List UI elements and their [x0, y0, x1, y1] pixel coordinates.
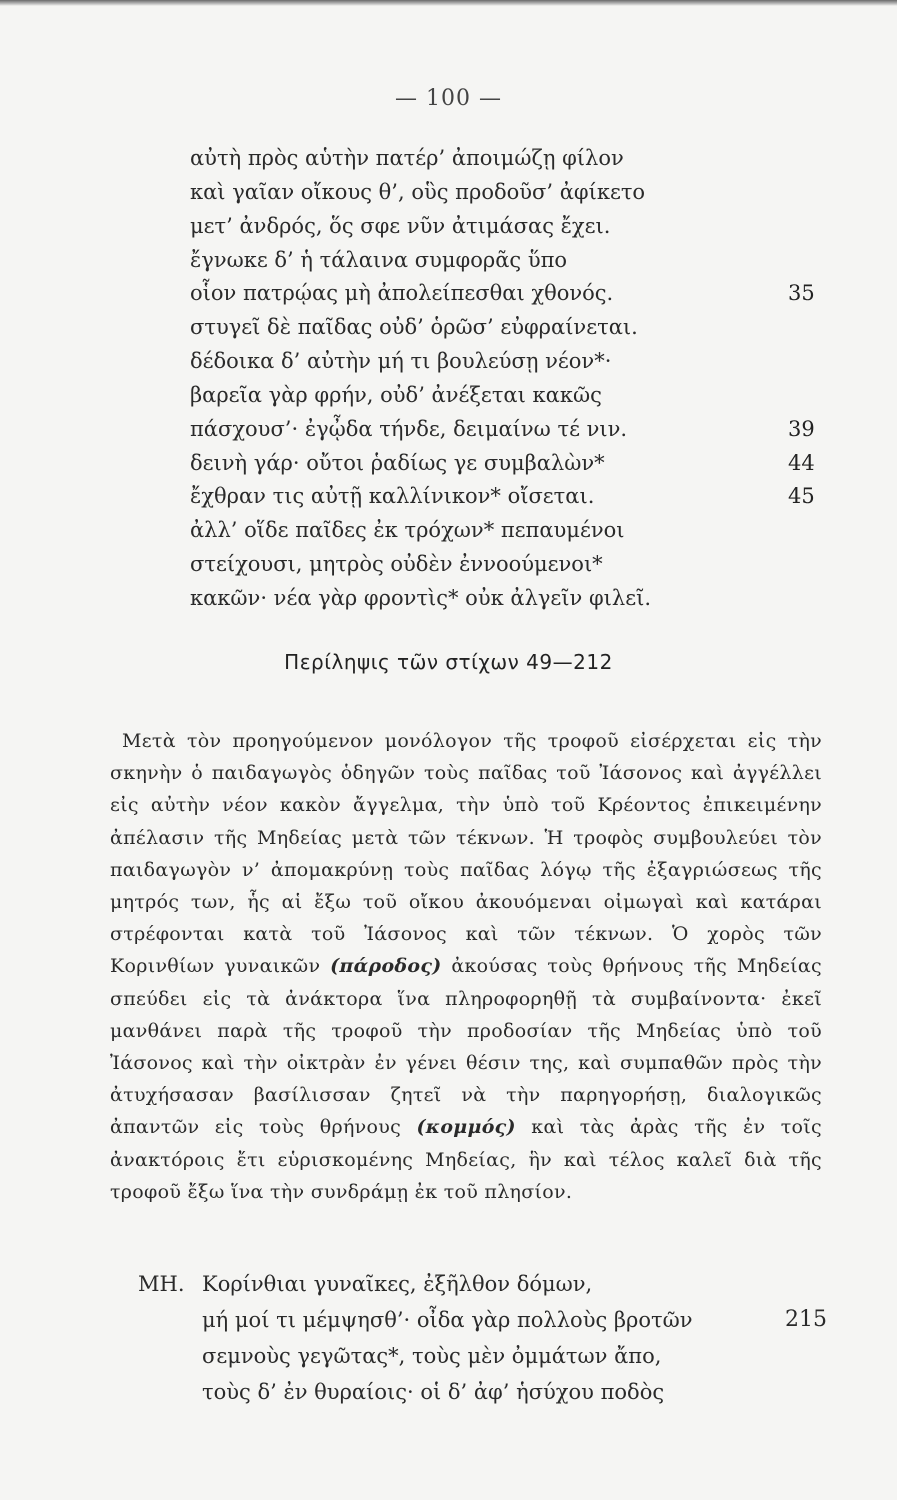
verse-line [190, 582, 830, 616]
verse-line [190, 142, 830, 176]
verse-line [190, 447, 830, 481]
dialogue-text: σεμνοὺς γεγῶτας*, τοὺς μὲν ὀμμάτων ἄπο, [202, 1344, 662, 1368]
dialogue-line [138, 1266, 838, 1302]
verse-text: δέδοικα δ’ αὐτὴν μή τι βουλεύσῃ νέον*· [190, 349, 612, 374]
line-number: 45 [788, 484, 815, 509]
verse-text: δεινὴ γάρ· οὔτοι ῥαδίως γε συμβαλὼν* [190, 450, 605, 475]
verse-text: στυγεῖ δὲ παῖδας οὐδ’ ὁρῶσ’ εὐφραίνεται. [190, 315, 638, 340]
verse-line [190, 345, 830, 379]
line-number: 35 [788, 281, 815, 306]
verse-line [190, 379, 830, 413]
summary-heading: Περίληψις τῶν στίχων 49—212 [284, 650, 613, 674]
page-number: — 100 — [395, 86, 502, 111]
verse-text: οἷον πατρῴας μὴ ἀπολείπεσθαι χθονός. [190, 281, 614, 306]
dialogue-text: τοὺς δ’ ἐν θυραίοις· οἱ δ’ ἀφ’ ἡσύχου ποδὸς [202, 1380, 665, 1404]
summary-paragraph [110, 725, 822, 1208]
kommos-term: (κομμός) [416, 1116, 516, 1139]
summary-text-part1: Μετὰ τὸν προηγούμενον μονόλογον τῆς τροφοῦ εἰσέρχεται εἰς τὴν σκηνὴν ὁ παιδαγωγὸς ὁδηγῶν τοὺς παῖδας τοῦ Ἰάσονος καὶ ἀγγέλλει εἰς αὐτὴν νέον κακὸν ἄγγελμα, τὴν ὑπὸ τοῦ Κρέοντος ἐπικειμένην ἀπέλασιν τῆς Μηδείας μετὰ τῶν τέκνων. Ἡ τροφὸς συμβουλεύει τὸν παιδαγωγὸν ν’ ἀπομακρύνῃ τοὺς παῖδας λόγῳ τῆς ἐξαγριώσεως τῆς μητρός των, ἧς αἱ ἔξω τοῦ οἴκου ἀκουόμεναι οἰμωγαὶ καὶ κατάραι στρέφονται κατὰ τοῦ Ἰάσονος καὶ τῶν τέκνων. Ὁ χορὸς τῶν Κορινθίων γυναικῶν [110, 730, 822, 978]
verse-text: βαρεῖα γὰρ φρήν, οὐδ’ ἀνέξεται κακῶς [190, 382, 602, 407]
dialogue-line [138, 1374, 838, 1410]
verse-line [190, 277, 830, 311]
summary-text-part2: ἀκούσας τοὺς θρήνους τῆς Μηδείας σπεύδει εἰς τὰ ἀνάκτορα ἵνα πληροφορηθῇ τὰ συμβαίνοντα· ἐκεῖ μανθάνει παρὰ τῆς τροφοῦ τὴν προδοσίαν τῆς Μηδείας ὑπὸ τοῦ Ἰάσονος καὶ τὴν οἰκτρὰν ἐν γένει θέσιν της, καὶ συμπαθῶν πρὸς τὴν ἀτυχήσασαν βασίλισσαν ζητεῖ νὰ τὴν παρηγορήσῃ, διαλογικῶς ἀπαντῶν εἰς τοὺς θρήνους [110, 955, 822, 1139]
verse-line [190, 514, 830, 548]
dialogue-block [138, 1266, 838, 1410]
verse-text: κακῶν· νέα γὰρ φροντὶς* οὐκ ἀλγεῖν φιλεῖ. [190, 585, 652, 610]
verse-line [190, 210, 830, 244]
verse-text: ἔγνωκε δ’ ἡ τάλαινα συμφορᾶς ὕπο [190, 247, 568, 272]
line-number: 39 [788, 416, 815, 441]
verse-block [190, 142, 830, 616]
verse-text: αὐτὴ πρὸς αὑτὴν πατέρ’ ἀποιμώζῃ φίλον [190, 146, 624, 170]
verse-text: ἔχθραν τις αὐτῇ καλλίνικον* οἴσεται. [190, 484, 595, 509]
verse-line [190, 480, 830, 514]
verse-text: μετ’ ἀνδρός, ὅς σφε νῦν ἀτιμάσας ἔχει. [190, 213, 611, 238]
verse-line [190, 413, 830, 447]
verse-line [190, 244, 830, 278]
verse-text: ἀλλ’ οἵδε παῖδες ἐκ τρόχων* πεπαυμένοι [190, 518, 625, 543]
verse-text: πάσχουσ’· ἐγᾦδα τήνδε, δειμαίνω τέ νιν. [190, 416, 628, 441]
summary-text-part3: καὶ τὰς ἀρὰς τῆς ἐν τοῖς ἀνακτόροις ἔτι εὑρισκομένης Μηδείας, ἣν καὶ τέλος καλεῖ διὰ τῆς τροφοῦ ἔξω ἵνα τὴν συνδράμῃ ἐκ τοῦ πλησίον. [110, 1116, 822, 1203]
speaker-label: ΜΗ. [138, 1272, 185, 1296]
top-page-edge [0, 0, 897, 6]
dialogue-text: Κορίνθιαι γυναῖκες, ἐξῆλθον δόμων, [202, 1272, 593, 1296]
verse-line [190, 548, 830, 582]
dialogue-line [138, 1338, 838, 1374]
line-number: 215 [785, 1307, 827, 1332]
verse-text: καὶ γαῖαν οἴκους θ’, οὓς προδοῦσ’ ἀφίκετο [190, 179, 646, 204]
verse-text: στείχουσι, μητρὸς οὐδὲν ἐννοούμενοι* [190, 552, 603, 577]
parodos-term: (πάροδος) [330, 955, 442, 978]
dialogue-text: μή μοί τι μέμψησθ’· οἶδα γὰρ πολλοὺς βροτῶν [202, 1308, 693, 1332]
line-number: 44 [788, 450, 815, 475]
dialogue-line [138, 1302, 838, 1338]
verse-line [190, 176, 830, 210]
verse-line [190, 311, 830, 345]
